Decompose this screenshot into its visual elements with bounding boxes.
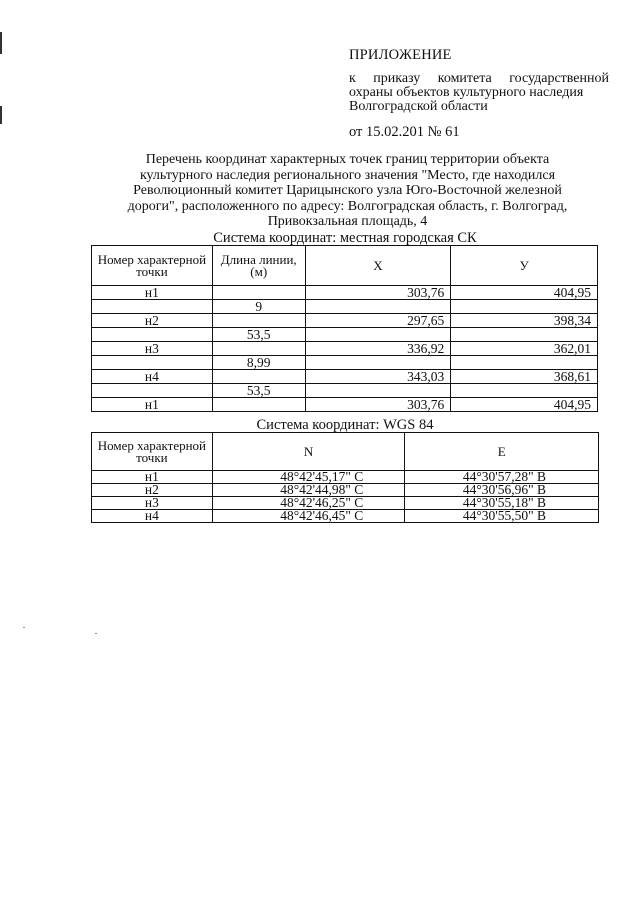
local-system-caption: Система координат: местная городская СК [213,230,477,246]
point-name: н4 [92,370,213,384]
local-coordinates-table [91,245,598,412]
x-value: 297,65 [305,314,451,328]
point-number-header: Номер характерной точки [92,433,213,471]
x-cell-empty [305,328,451,342]
scan-edge-mark [0,32,2,54]
y-cell-empty [451,356,598,370]
order-reference [349,72,609,114]
table-row [92,398,598,412]
y-cell-empty [451,384,598,398]
wgs-system-caption: Система координат: WGS 84 [256,417,434,433]
scan-edge-mark [0,106,2,124]
length-cell-empty [212,342,305,356]
latitude-value: 48°42'45,17" С [212,471,405,484]
point-name: н2 [92,484,213,497]
appendix-title: ПРИЛОЖЕНИЕ [349,47,452,63]
wgs-coordinates-table [91,432,599,523]
point-name: н3 [92,342,213,356]
order-line: к приказу комитета государственной [349,71,609,86]
y-cell-empty [451,328,598,342]
y-value: 404,95 [451,286,598,300]
heading-line: Привокзальная площадь, 4 [267,214,428,229]
table-header-row [92,246,598,286]
point-cell-empty [92,384,213,398]
scan-speck [23,627,25,628]
line-length-header: Длина линии, (м) [212,246,305,286]
point-name: н2 [92,314,213,328]
point-cell-empty [92,356,213,370]
longitude-value: 44°30'55,50" В [405,510,599,523]
point-number-header: Номер характерной точки [92,246,213,286]
table-row [92,342,598,356]
x-cell-empty [305,300,451,314]
heading-line: Перечень координат характерных точек границ территории объекта [145,152,550,167]
line-length: 9 [212,300,305,314]
table-row [92,286,598,300]
longitude-header: E [405,433,599,471]
longitude-value: 44°30'56,96" В [405,484,599,497]
heading-line: Революционный комитет Царицынского узла Юго-Восточной железной [133,183,562,198]
latitude-header: N [212,433,405,471]
line-length: 8,99 [212,356,305,370]
point-name: н1 [92,286,213,300]
scan-speck [95,633,97,634]
longitude-value: 44°30'55,18" В [405,497,599,510]
table-row [92,370,598,384]
table-row [92,300,598,314]
length-cell-empty [212,370,305,384]
table-row [92,510,599,523]
length-cell-empty [212,398,305,412]
x-value: 303,76 [305,398,451,412]
latitude-value: 48°42'46,25" С [212,497,405,510]
document-heading [95,152,600,230]
table-row [92,328,598,342]
order-date: от 15.02.201 № 61 [349,124,460,140]
y-value: 362,01 [451,342,598,356]
table-row [92,356,598,370]
y-value: 368,61 [451,370,598,384]
heading-line: культурного наследия регионального значения "Место, где находился [139,167,556,183]
y-value: 398,34 [451,314,598,328]
x-value: 343,03 [305,370,451,384]
table-header-row [92,433,599,471]
order-line: Волгоградской области [349,99,488,114]
table-row [92,384,598,398]
latitude-value: 48°42'46,45" С [212,510,405,523]
length-cell-empty [212,314,305,328]
table-row [92,314,598,328]
line-length: 53,5 [212,384,305,398]
latitude-value: 48°42'44,98" С [212,484,405,497]
y-cell-empty [451,300,598,314]
y-value: 404,95 [451,398,598,412]
x-value: 336,92 [305,342,451,356]
order-line: охраны объектов культурного наследия [349,85,584,100]
line-length: 53,5 [212,328,305,342]
longitude-value: 44°30'57,28" В [405,471,599,484]
x-header: X [305,246,451,286]
length-cell-empty [212,286,305,300]
point-name: н3 [92,497,213,510]
point-cell-empty [92,300,213,314]
point-name: н1 [92,471,213,484]
y-header: У [451,246,598,286]
point-cell-empty [92,328,213,342]
point-name: н4 [92,510,213,523]
point-name: н1 [92,398,213,412]
x-cell-empty [305,384,451,398]
heading-line: дороги", расположенного по адресу: Волгоградская область, г. Волгоград, [127,198,568,214]
x-value: 303,76 [305,286,451,300]
x-cell-empty [305,356,451,370]
